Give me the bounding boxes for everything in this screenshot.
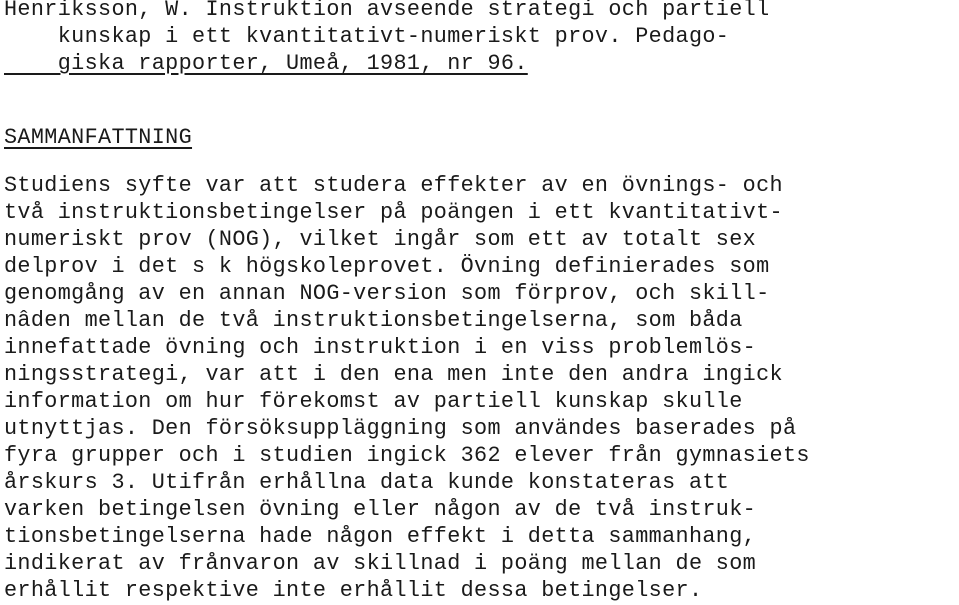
summary-line: utnyttjas. Den försöksuppläggning som användes baserades på	[4, 416, 797, 441]
summary-line: Studiens syfte var att studera effekter av en övnings- och	[4, 173, 783, 198]
reference-line: Henriksson, W. Instruktion avseende strategi och partiell	[4, 0, 770, 22]
summary-line: årskurs 3. Utifrån erhållna data kunde konstateras att	[4, 470, 730, 495]
summary-line: två instruktionsbetingelser på poängen i ett kvantitativt-	[4, 200, 783, 225]
summary-heading-block	[4, 124, 192, 151]
summary-line: indikerat av frånvaron av skillnad i poäng mellan de som	[4, 551, 757, 576]
summary-line: fyra grupper och i studien ingick 362 elever från gymnasiets	[4, 443, 810, 468]
summary-line: genomgång av en annan NOG-version som förprov, och skill-	[4, 281, 770, 306]
summary-line: innefattade övning och instruktion i en viss problemlös-	[4, 335, 757, 360]
reference-line: kunskap i ett kvantitativt-numeriskt prov. Pedago-	[4, 24, 730, 49]
summary-line: numeriskt prov (NOG), vilket ingår som ett av totalt sex	[4, 227, 757, 252]
summary-line: delprov i det s k högskoleprovet. Övning definierades som	[4, 254, 770, 279]
summary-line: varken betingelsen övning eller någon av de två instruk-	[4, 497, 757, 522]
summary-line: ningsstrategi, var att i den ena men inte den andra ingick	[4, 362, 783, 387]
bibliographic-reference	[4, 0, 770, 77]
summary-body	[4, 172, 810, 604]
reference-line: giska rapporter, Umeå, 1981, nr 96.	[4, 51, 528, 76]
summary-line: nâden mellan de två instruktionsbetingelserna, som båda	[4, 308, 743, 333]
summary-heading: SAMMANFATTNING	[4, 125, 193, 150]
summary-line: erhållit respektive inte erhållit dessa betingelser.	[4, 578, 703, 603]
summary-line: information om hur förekomst av partiell kunskap skulle	[4, 389, 743, 414]
summary-line: tionsbetingelserna hade någon effekt i detta sammanhang,	[4, 524, 757, 549]
